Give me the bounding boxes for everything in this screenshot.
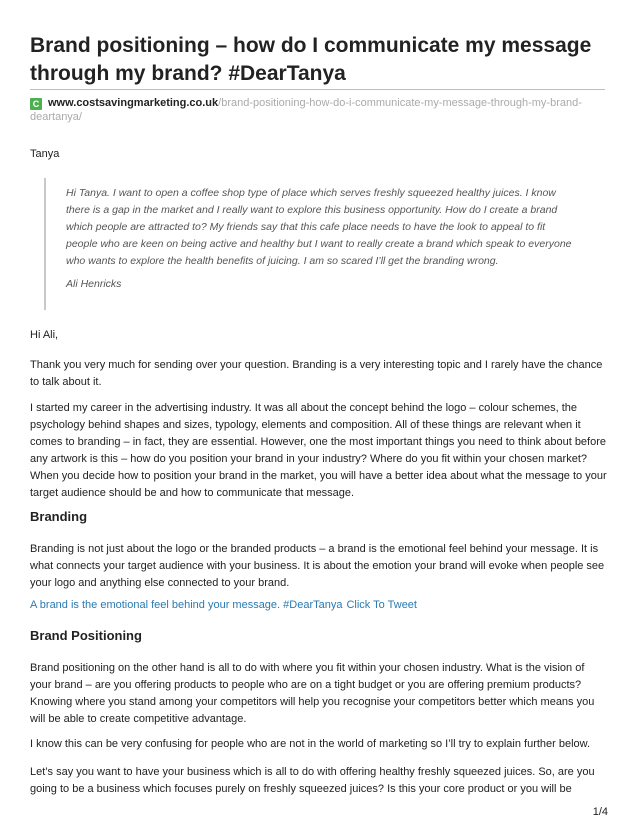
click-to-tweet-link[interactable]: Click To Tweet (346, 599, 417, 611)
paragraph-explain: I know this can be very confusing for people who are not in the world of marketing so I’ll try to explain further below. (30, 738, 591, 750)
quote-author: Ali Henricks (66, 278, 122, 290)
source-url[interactable] (30, 96, 605, 124)
heading-brand-positioning: Brand Positioning (30, 628, 142, 643)
site-favicon-icon: C (30, 98, 42, 110)
paragraph-branding: Branding is not just about the logo or the branded products – a brand is the emotional feel behind your message. It is what connects your target audience with your business. It is about the emotion your brand will evoke when people see your logo and anything else connected to your brand. (30, 543, 605, 589)
title-divider (30, 89, 605, 90)
paragraph-career: I started my career in the advertising industry. It was all about the concept behind the logo – colour schemes, the psychology behind shapes and sizes, typology, elements and composition. All of these things are relevant when it comes to branding – in fact, they are essential. However, one the most important things you need to think about before any artwork is this – how do you position your brand in your industry? Where do you fit within your chosen market? When you decide how to position your brand in the market, you will have a better idea about what the message to your target audience should be and how to communicate that message. (30, 402, 607, 499)
source-domain[interactable]: www.costsavingmarketing.co.uk (48, 97, 219, 109)
page-number: 1/4 (592, 806, 608, 818)
reader-question-quote (44, 178, 584, 310)
article-title: Brand positioning – how do I communicate my message through my brand? #DearTanya (30, 34, 592, 85)
quote-text: Hi Tanya. I want to open a coffee shop type of place which serves freshly squeezed healthy juices. I know there is a gap in the market and I really want to explore this business opportunity. How do I create a brand which people are attracted to? My friends say that this cafe place needs to have the look to appeal to fit people who are keen on being active and healthy but I want to really create a brand which speak to everyone who wants to explore the health benefits of juicing. I am so scared I’ll get the branding wrong. (66, 187, 572, 267)
paragraph-positioning: Brand positioning on the other hand is all to do with where you fit within your chosen industry. What is the vision of your brand – are you offering products to people who are on a tight budget or you are offering premium products? Knowing where you stand among your competitors will help you recognise your competitors better which means you will be able to create competitive advantage. (30, 662, 595, 725)
paragraph-example: Let’s say you want to have your business which is all to do with offering healthy freshly squeezed juices. So, are you going to be a business which focuses purely on freshly squeezed juices? Is this your core product or you will be (30, 766, 595, 795)
salutation-tanya: Tanya (30, 148, 60, 160)
tweet-quote-link[interactable]: A brand is the emotional feel behind your message. #DearTanya (30, 599, 343, 611)
source-path[interactable]: /brand-positioning-how-do-i-communicate-my-message-through-my-brand-deartanya/ (30, 97, 582, 123)
greeting: Hi Ali, (30, 329, 59, 341)
heading-branding: Branding (30, 509, 88, 524)
paragraph-intro: Thank you very much for sending over your question. Branding is a very interesting topic and I rarely have the chance to talk about it. (30, 359, 603, 388)
click-to-tweet[interactable] (30, 597, 417, 614)
